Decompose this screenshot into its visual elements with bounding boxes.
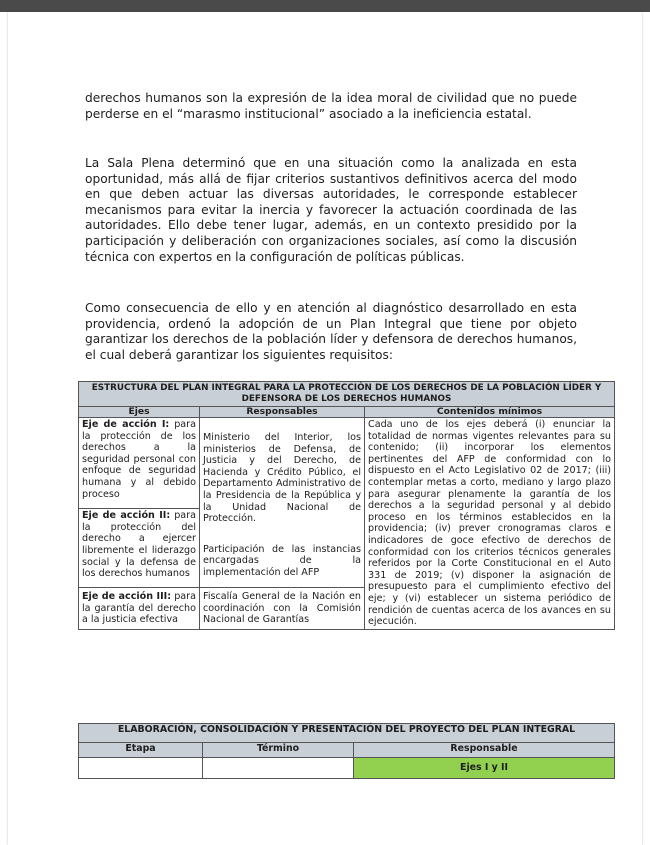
responsables-2: Participación de las instancias encargadas de la implementación del AFP xyxy=(203,543,361,578)
axis-cell-2 xyxy=(79,509,200,588)
contenidos-cell: Cada uno de los ejes deberá (i) enunciar la totalidad de normas vigentes relevantes para su contenido; (ii) incorporar los elementos pertinentes del AFP de conformidad con lo dispuesto en el Acto Legislativo 02 de 2017; (iii) contemplar metas a corto, mediano y largo plazo para asegurar plenamente la garantía de los derechos a la seguridad personal y al debido proceso en los términos establecidos en la providencia; (iv) prever cronogramas claros e indicadores de goce efectivo de derechos de conformidad con los criterios técnicos generales referidos por la Corte Constitucional en el Auto 331 de 2019; (v) disponer la asignación de presupuesto para el cumplimiento efectivo del eje; y (vi) establecer un sistema periódico de rendición de cuentas acerca de los avances en su ejecución. xyxy=(365,418,615,630)
header-responsable: Responsable xyxy=(354,743,615,758)
paragraph-1: derechos humanos son la expresión de la idea moral de civilidad que no puede perderse en el “marasmo institucional” asociado a la ineficiencia estatal. xyxy=(85,91,577,121)
etapa-cell xyxy=(79,758,203,779)
plan-table-title: ESTRUCTURA DEL PLAN INTEGRAL PARA LA PROTECCIÓN DE LOS DERECHOS DE LA POBLACIÓN LÍDER Y DEFENSORA DE LOS DERECHOS HUMANOS xyxy=(79,382,615,407)
responsables-1: Ministerio del Interior, los ministerios de Defensa, de Justicia y del Derecho, de Hacienda y Crédito Público, el Departamento Administrativo de la Presidencia de la República y la Unidad Nacional de Protección. xyxy=(203,432,361,525)
paragraph-3: Como consecuencia de ello y en atención al diagnóstico desarrollado en esta providencia, ordenó la adopción de un Plan Integral que tiene por objeto garantizar los derechos de la población líder y defensora de derechos humanos, el cual deberá garantizar los siguientes requisitos: xyxy=(85,301,577,362)
header-etapa: Etapa xyxy=(79,743,203,758)
header-ejes: Ejes xyxy=(79,407,200,418)
axis-1-name: Eje de acción I: xyxy=(82,419,170,430)
header-responsables: Responsables xyxy=(200,407,365,418)
responsables-cell-1-2 xyxy=(200,418,365,588)
termino-cell xyxy=(203,758,354,779)
paragraph-2: La Sala Plena determinó que en una situación como la analizada en esta oportunidad, más allá de fijar criterios sustantivos definitivos acerca del modo en que deben actuar las diversas autoridades, le corresponde establecer mecanismos para evitar la inercia y favorecer la actuación coordinada de las autoridades. Ello debe tener lugar, además, en un contexto presidido por la participación y deliberación con organizaciones sociales, así como la discusión técnica con expertos en la configuración de políticas públicas. xyxy=(85,156,577,264)
axis-2-name: Eje de acción II: xyxy=(82,510,171,522)
elaboration-table xyxy=(78,723,615,779)
responsables-cell-3: Fiscalía General de la Nación en coordinación con la Comisión Nacional de Garantías xyxy=(200,588,365,630)
responsable-cell: Ejes I y II xyxy=(354,758,615,779)
header-termino: Término xyxy=(203,743,354,758)
axis-3-text: para la garantía del derecho a la justicia efectiva xyxy=(82,591,196,626)
viewer-top-bar xyxy=(0,0,650,12)
axis-cell-1 xyxy=(79,418,200,509)
axis-1-text: para la protección de los derechos a la seguridad personal con enfoque de seguridad humana y al debido proceso xyxy=(82,419,196,500)
header-contenidos: Contenidos mínimos xyxy=(365,407,615,418)
plan-structure-table xyxy=(78,381,615,630)
axis-2-text: para la protección del derecho a ejercer libremente el liderazgo social y la defensa de los derechos humanos xyxy=(82,510,196,580)
axis-cell-3 xyxy=(79,588,200,630)
axis-3-name: Eje de acción III: xyxy=(82,591,172,603)
elab-table-title: ELABORACIÓN, CONSOLIDACIÓN Y PRESENTACIÓN DEL PROYECTO DEL PLAN INTEGRAL xyxy=(79,724,615,743)
